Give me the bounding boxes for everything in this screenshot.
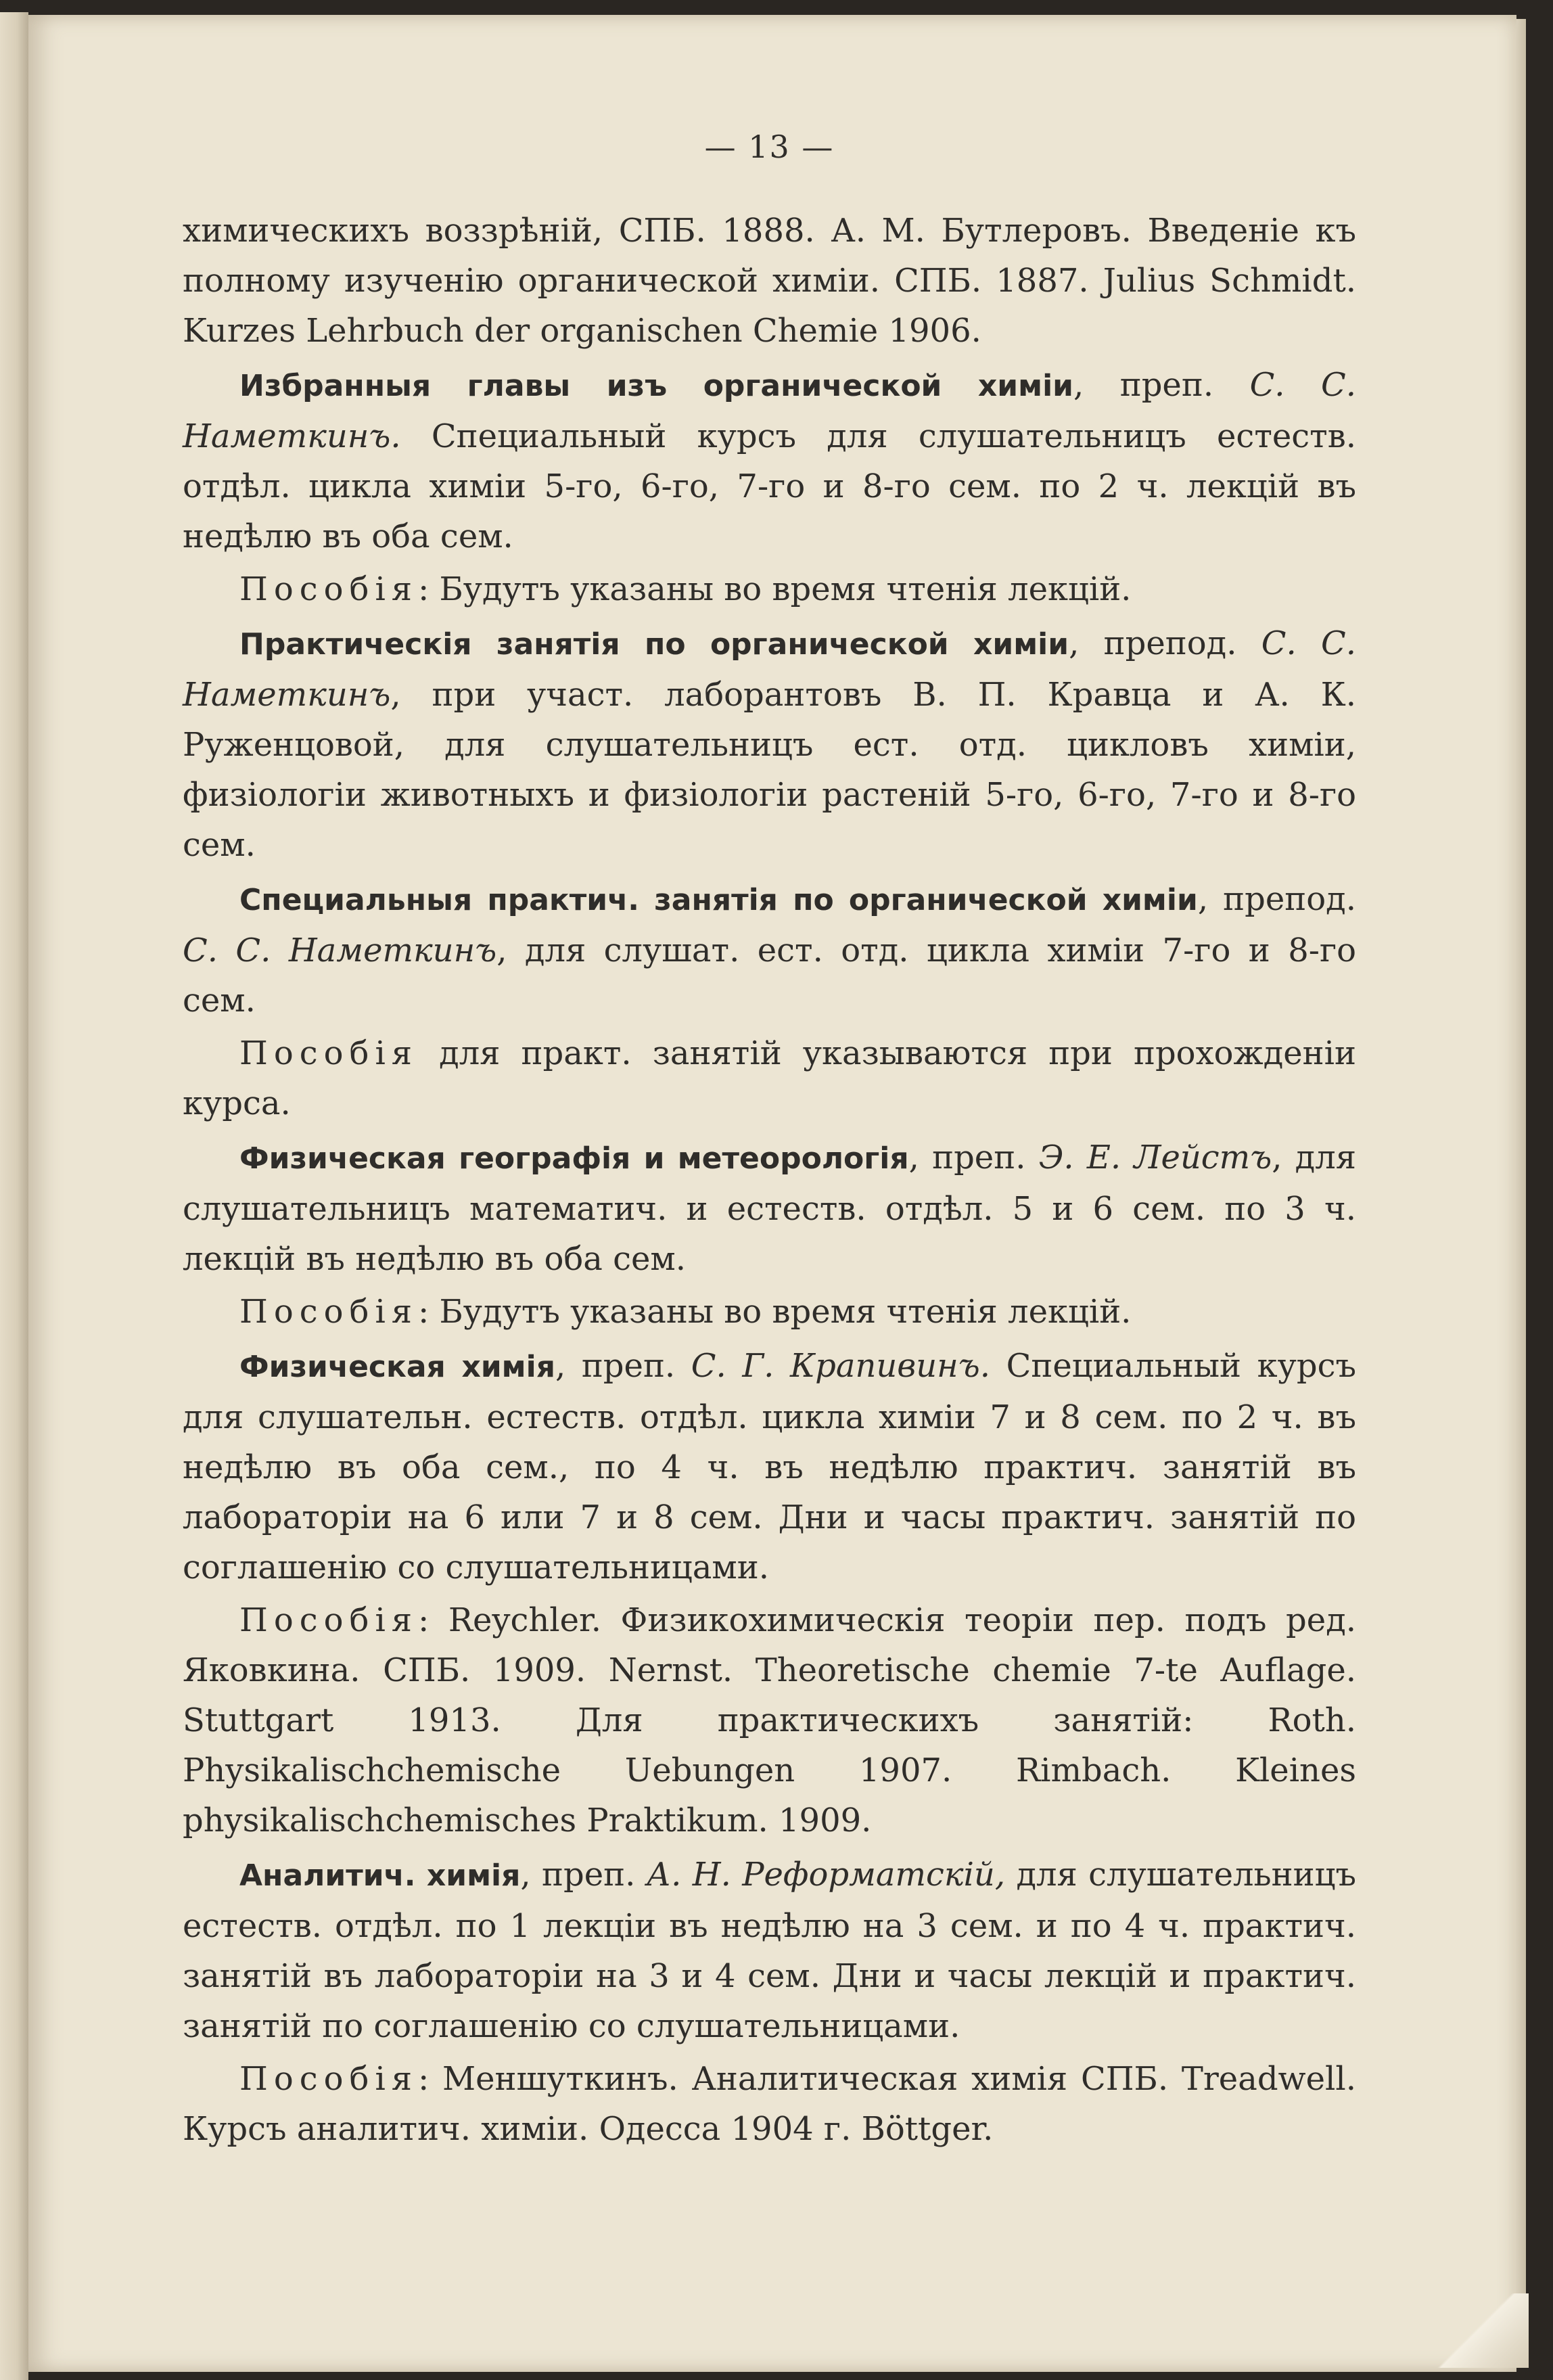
paragraph-text: химическихъ воззрѣній, СПБ. 1888. А. М. Бутлеровъ. Введеніе къ полному изученію органической химіи. СПБ. 1887. Julius Schmidt. Kurzes Lehrbuch der organischen Chemie 1906. <box>183 212 1356 350</box>
page-corner-fold <box>1427 2293 1529 2368</box>
paragraph-text: , преп. <box>520 1856 647 1894</box>
instructor-name: С. С. Наметкинъ <box>183 624 1356 714</box>
instructor-name: С. Г. Крапивинъ. <box>691 1347 991 1385</box>
paragraph <box>183 1595 1356 1846</box>
page-edge <box>1516 19 1526 2366</box>
paragraph <box>183 1287 1356 1337</box>
aids-label: Пособія <box>239 2060 419 2098</box>
instructor-name: Э. Е. Лейстъ <box>1038 1139 1272 1176</box>
aids-label: Пособія <box>239 1601 419 1639</box>
paragraph <box>183 618 1356 870</box>
paragraph <box>183 1850 1356 2051</box>
page-content <box>183 122 1356 2157</box>
instructor-name: С. С. Наметкинъ. <box>183 366 1356 455</box>
paragraph-text: , для слушат. ест. отд. цикла химіи 7-го и 8-го сем. <box>183 932 1356 1020</box>
paragraph <box>183 874 1356 1026</box>
paragraph <box>183 206 1356 356</box>
paragraph <box>183 1341 1356 1593</box>
course-title: Физическая географія и метеорологія <box>239 1141 909 1176</box>
instructor-name: С. С. Наметкинъ <box>183 932 497 969</box>
paragraph <box>183 564 1356 614</box>
paragraph <box>183 1028 1356 1128</box>
paragraph-text: , преп. <box>555 1347 691 1385</box>
course-title: Аналитич. химія <box>239 1858 521 1893</box>
paragraph-text: , препод. <box>1069 624 1261 662</box>
paragraph-text: Специальный курсъ для слушательницъ естеств. отдѣл. цикла химіи 5-го, 6-го, 7-го и 8-го сем. по 2 ч. лекцій въ недѣлю въ оба сем. <box>183 417 1356 555</box>
page-number: — 13 — <box>704 129 835 165</box>
body-text <box>183 206 1356 2154</box>
paragraph-text: : Будутъ указаны во время чтенія лекцій. <box>418 1293 1132 1331</box>
paragraph-text: , для слушательницъ математич. и естеств. отдѣл. 5 и 6 сем. по 3 ч. лекцій въ недѣлю въ оба сем. <box>183 1139 1356 1278</box>
course-title: Практическія занятія по органической химіи <box>239 627 1069 662</box>
aids-label: Пособія <box>239 570 419 608</box>
paragraph-text: : Меншуткинъ. Аналитическая химія СПБ. Treadwell. Курсъ аналитич. химіи. Одесса 1904 г. Böttger. <box>183 2060 1356 2148</box>
paragraph-text: , преп. <box>1073 366 1250 404</box>
paragraph-text: Специальный курсъ для слушательн. естеств. отдѣл. цикла химіи 7 и 8 сем. по 2 ч. въ недѣлю въ оба сем., по 4 ч. въ недѣлю практич. занятій въ лабораторіи на 6 или 7 и 8 сем. Дни и часы практич. занятій по соглашенію со слушательницами. <box>183 1347 1356 1586</box>
aids-label: Пособія <box>239 1034 419 1072</box>
paragraph <box>183 2054 1356 2154</box>
paragraph-text: , при участ. лаборантовъ В. П. Кравца и А. К. Руженцовой, для слушательницъ ест. отд. цикловъ химіи, физіологіи животныхъ и физіологіи растеній 5-го, 6-го, 7-го и 8-го сем. <box>183 676 1356 864</box>
paragraph-text: для слушательницъ естеств. отдѣл. по 1 лекціи въ недѣлю на 3 сем. и по 4 ч. практич. занятій въ лабораторіи на 3 и 4 сем. Дни и часы лекцій и практич. занятій по соглашенію со слушательницами. <box>183 1856 1356 2045</box>
paragraph-text: , преп. <box>908 1139 1039 1176</box>
aids-label: Пособія <box>239 1293 419 1331</box>
instructor-name: А. Н. Реформатскій, <box>646 1856 1006 1894</box>
paragraph-text: , препод. <box>1197 880 1356 918</box>
paragraph-text: : Будутъ указаны во время чтенія лекцій. <box>418 570 1132 608</box>
course-title: Физическая химія <box>239 1350 555 1384</box>
paragraph-text: для практ. занятій указываются при прохожденіи курса. <box>183 1034 1356 1122</box>
course-title: Специальныя практич. занятія по органической химіи <box>239 883 1198 917</box>
paragraph-text: : Reychler. Физикохимическія теоріи пер. подъ ред. Яковкина. СПБ. 1909. Nernst. Theoretische chemie 7-te Auflage. Stuttgart 1913. Для практическихъ занятій: Roth. Physikalischchemische Uebungen 1907. Rimbach. Kleines physikalischchemisches Praktikum. 1909. <box>183 1601 1356 1839</box>
facing-page-edge <box>0 12 28 2380</box>
paragraph <box>183 1132 1356 1284</box>
course-title: Избранныя главы изъ органической химіи <box>239 369 1073 403</box>
paragraph <box>183 360 1356 562</box>
